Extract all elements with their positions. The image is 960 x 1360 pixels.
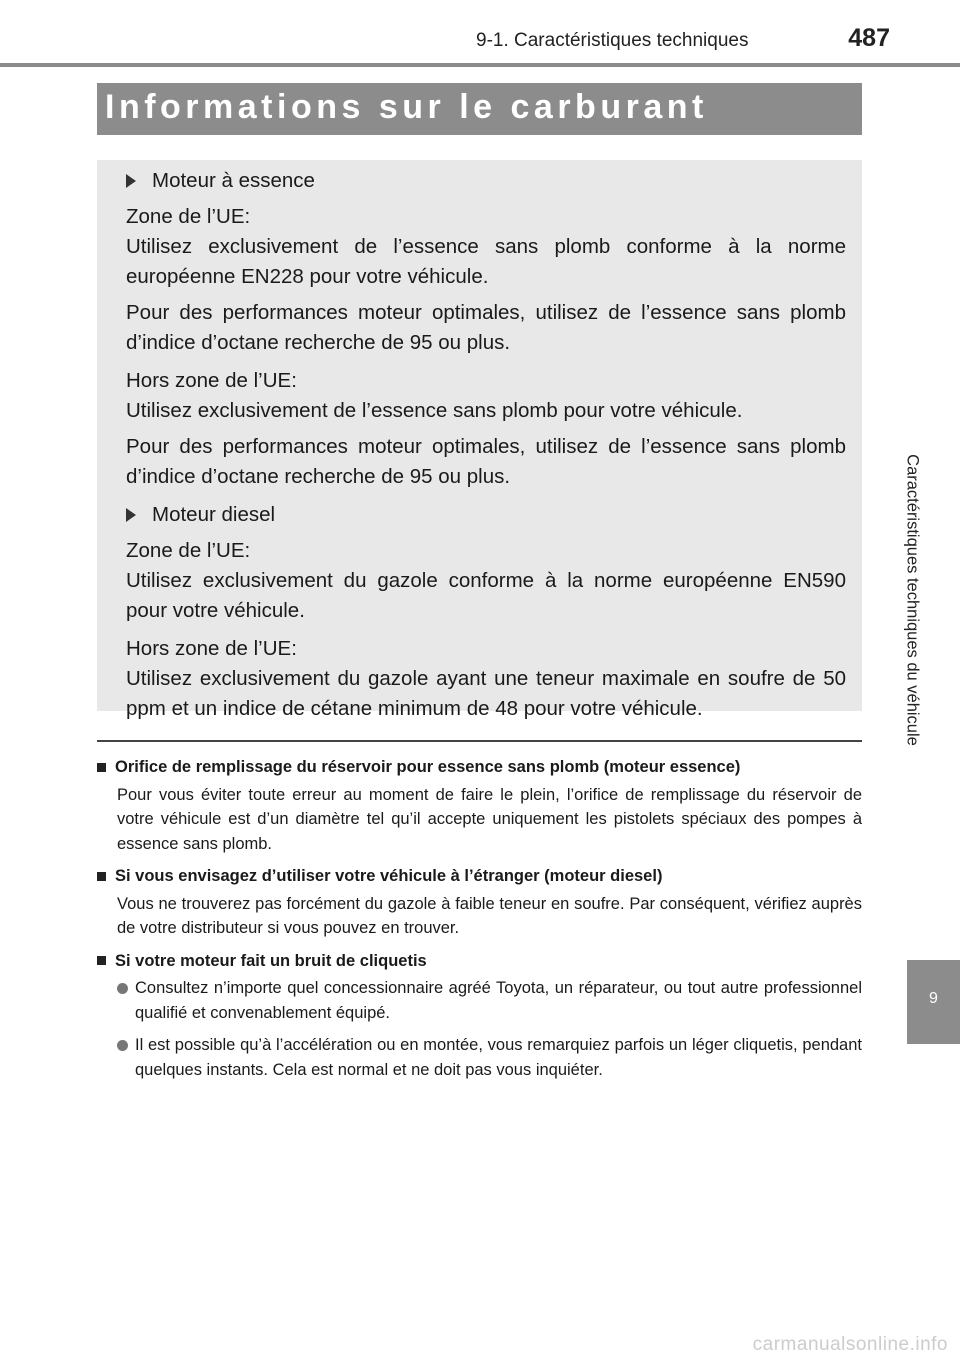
square-bullet-icon	[97, 872, 106, 881]
square-bullet-icon	[97, 956, 106, 965]
note-heading-text: Si votre moteur fait un bruit de cliquetis	[115, 951, 427, 970]
header-divider	[0, 63, 960, 67]
page-title-bar	[97, 83, 862, 135]
petrol-non-eu-text: Utilisez exclusivement de l’essence sans plomb pour votre véhicule.	[126, 399, 743, 422]
note-body: Pour vous éviter toute erreur au moment de faire le plein, l’orifice de remplissage du réservoir de votre véhicule est d’un diamètre tel qu’il accepte uniquement les pistolets spéciaux des pompes à essence sans plomb.	[117, 785, 862, 853]
triangle-bullet-icon	[126, 174, 136, 188]
diesel-eu-label: Zone de l’UE:	[126, 539, 251, 562]
list-item-text: Consultez n’importe quel concessionnaire agréé Toyota, un réparateur, ou tout autre professionnel qualifié et convenablement équipé.	[135, 979, 862, 1022]
circle-bullet-icon	[117, 1040, 128, 1051]
petrol-eu-label: Zone de l’UE:	[126, 205, 251, 228]
petrol-eu-performance: Pour des performances moteur optimales, utilisez de l’essence sans plomb d’indice d’octane recherche de 95 ou plus.	[126, 301, 846, 354]
note-body: Vous ne trouverez pas forcément du gazole à faible teneur en soufre. Par conséquent, vérifiez auprès de votre distributeur si vous pouvez en trouver.	[117, 894, 862, 937]
list-item	[97, 1033, 862, 1082]
note-heading-text: Orifice de remplissage du réservoir pour essence sans plomb (moteur essence)	[115, 758, 741, 776]
chapter-side-title-text: Caractéristiques techniques du véhicule	[903, 454, 922, 746]
circle-bullet-icon	[117, 983, 128, 994]
fuel-info-box	[97, 160, 862, 720]
note-heading	[97, 864, 862, 889]
list-item	[97, 976, 862, 1025]
page-number: 487	[848, 24, 890, 52]
watermark: carmanualsonline.info	[752, 1334, 948, 1355]
diesel-non-eu-label: Hors zone de l’UE:	[126, 637, 297, 660]
note-heading	[97, 755, 862, 780]
chapter-tab	[907, 960, 960, 1044]
page-title: Informations sur le carburant	[105, 88, 708, 126]
diesel-heading-label: Moteur diesel	[152, 503, 276, 526]
petrol-heading-label: Moteur à essence	[152, 169, 315, 192]
note-heading	[97, 949, 862, 974]
diesel-eu-text: Utilisez exclusivement du gazole conforme à la norme européenne EN590 pour votre véhicule.	[126, 569, 846, 622]
diesel-non-eu-text: Utilisez exclusivement du gazole ayant une teneur maximale en soufre de 50 ppm et un indice de cétane minimum de 48 pour votre véhicule.	[126, 667, 846, 720]
section-title: 9-1. Caractéristiques techniques	[476, 30, 749, 51]
petrol-non-eu-performance: Pour des performances moteur optimales, utilisez de l’essence sans plomb d’indice d’octane recherche de 95 ou plus.	[126, 435, 846, 488]
square-bullet-icon	[97, 763, 106, 772]
note-heading-text: Si vous envisagez d’utiliser votre véhicule à l’étranger (moteur diesel)	[115, 867, 663, 885]
section-divider	[97, 740, 862, 742]
diesel-heading	[126, 500, 846, 530]
list-item-text: Il est possible qu’à l’accélération ou en montée, vous remarquiez parfois un léger cliquetis, pendant quelques instants. Cela est normal et ne doit pas vous inquiéter.	[135, 1036, 862, 1079]
notes-section	[97, 755, 862, 1090]
petrol-heading	[126, 166, 846, 196]
petrol-non-eu-label: Hors zone de l’UE:	[126, 369, 297, 392]
triangle-bullet-icon	[126, 508, 136, 522]
chapter-number: 9	[929, 990, 938, 1007]
petrol-eu-text: Utilisez exclusivement de l’essence sans plomb conforme à la norme européenne EN228 pour votre véhicule.	[126, 235, 846, 288]
